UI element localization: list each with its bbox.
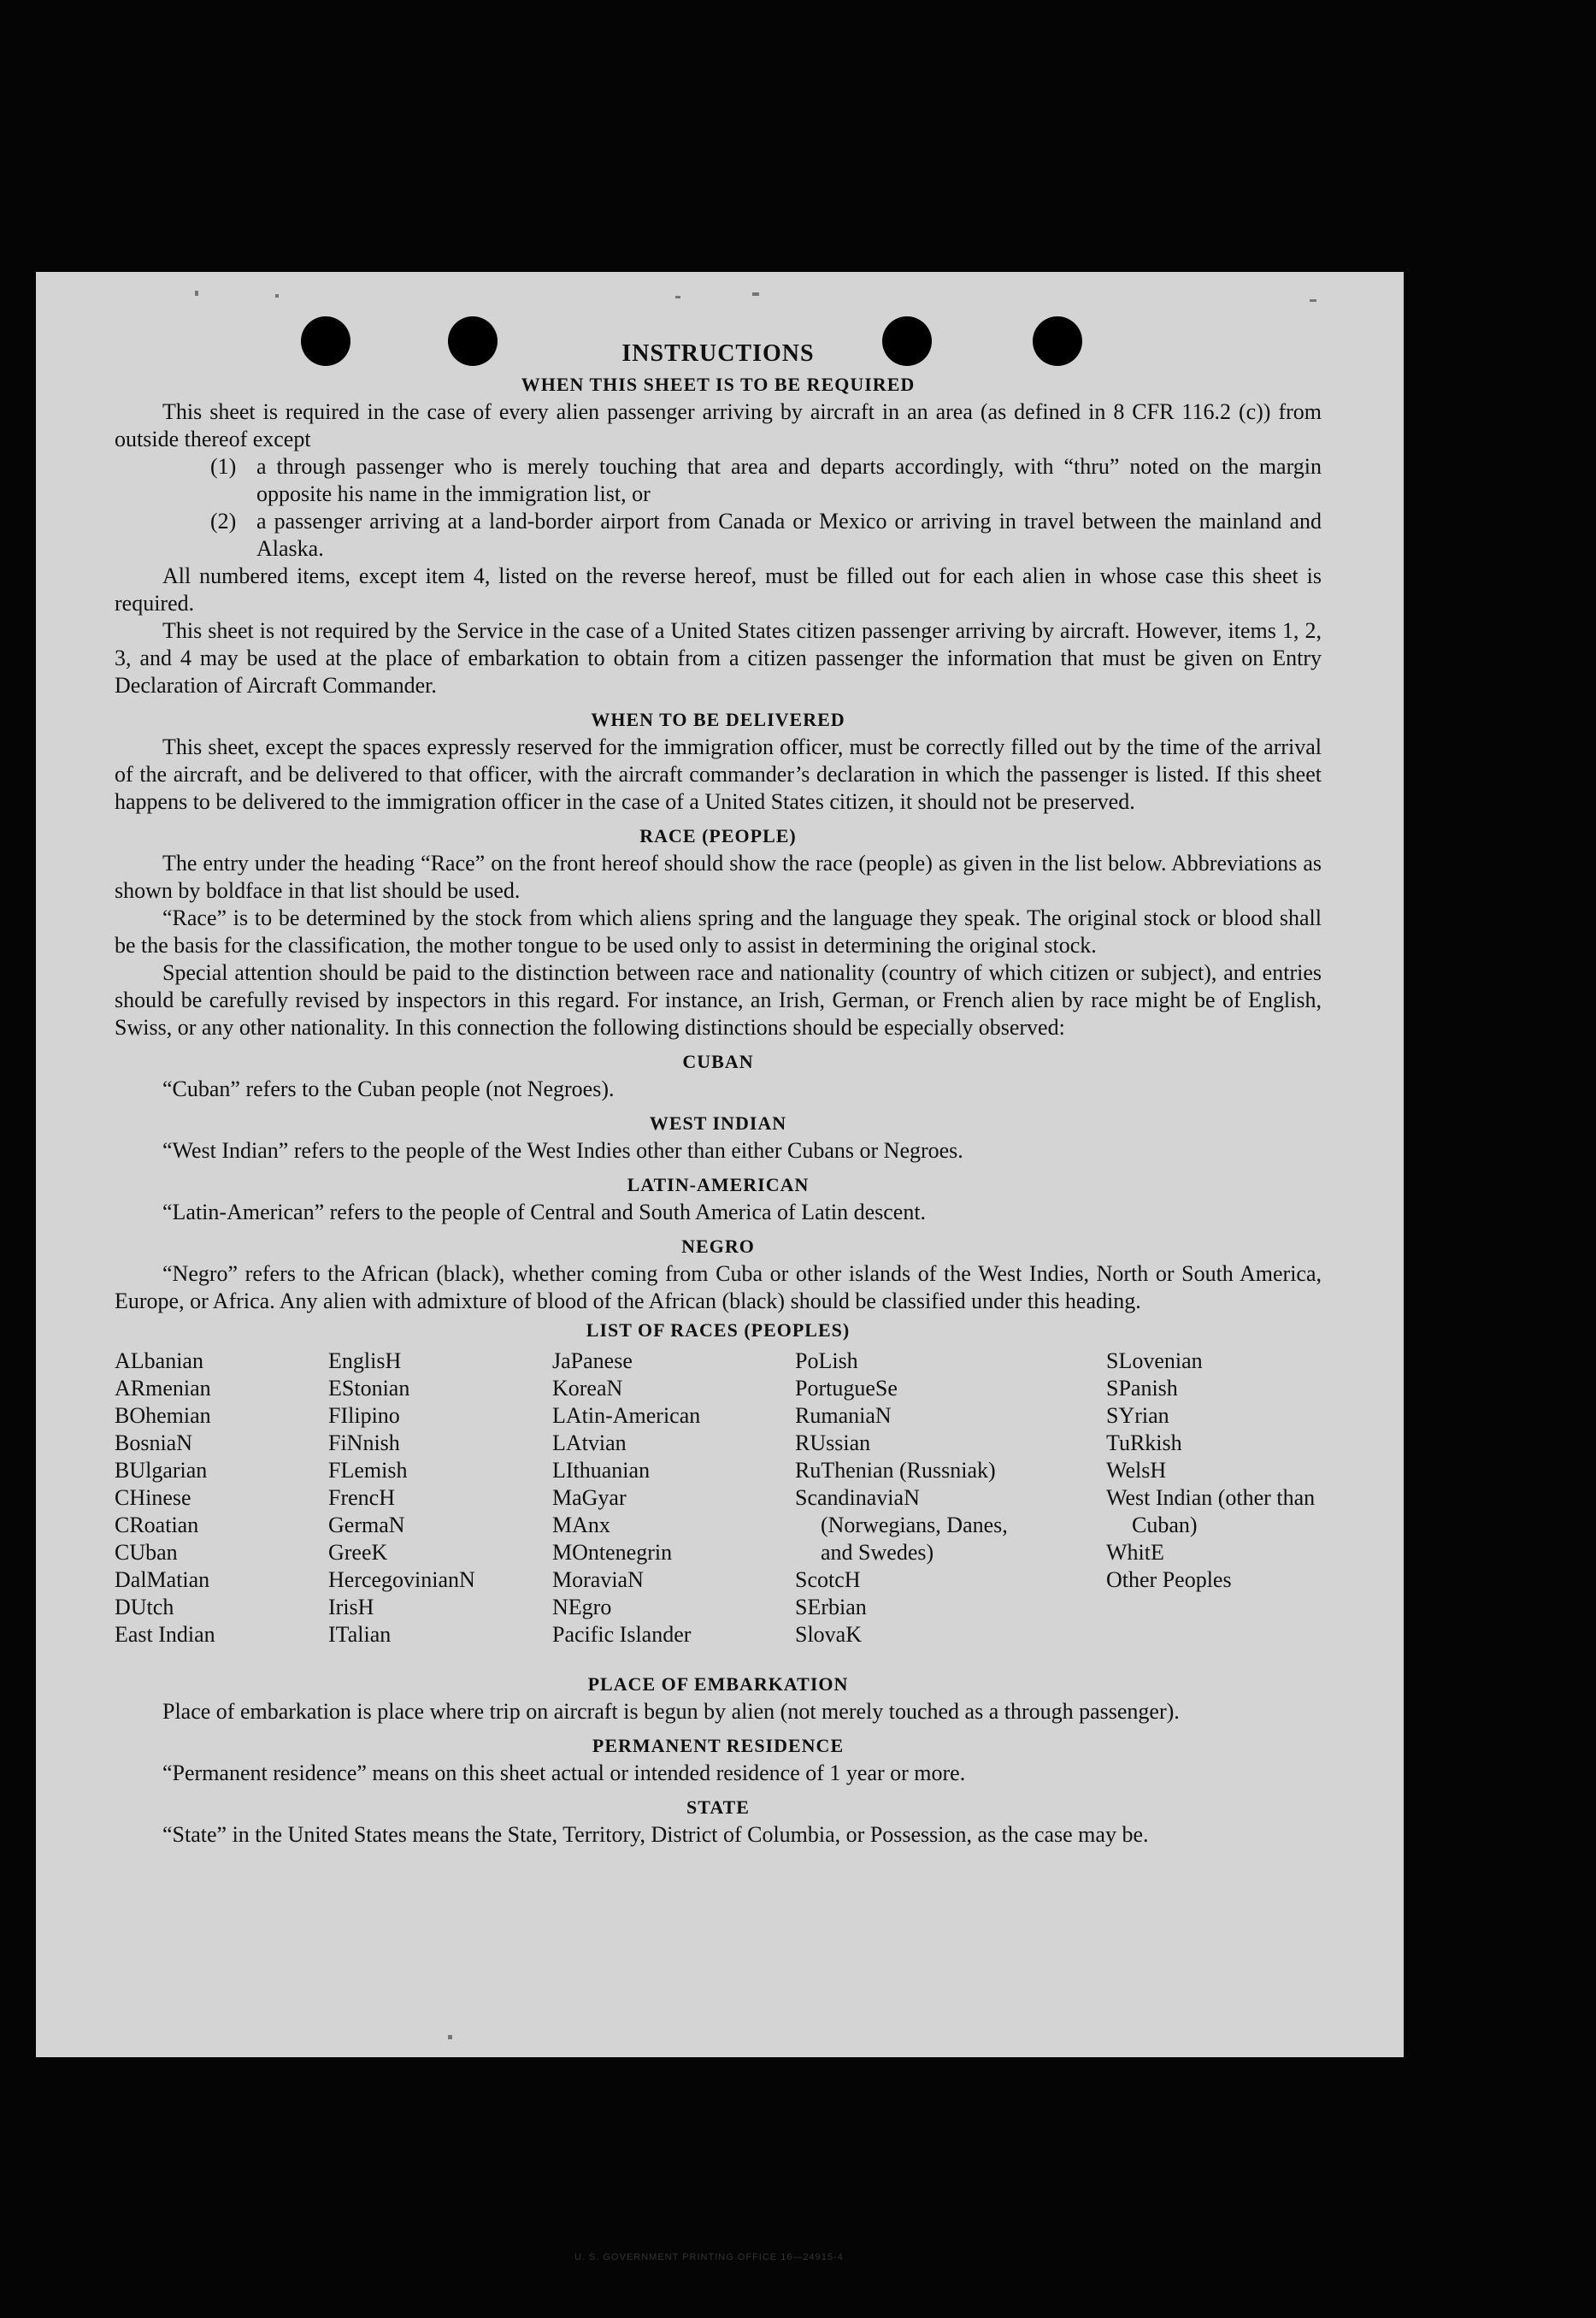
race-entry: SPanish [1106, 1376, 1178, 1401]
race-entry: Pacific Islander [552, 1622, 692, 1647]
instructions-body [115, 340, 1322, 1849]
race-entry: MaGyar [552, 1485, 627, 1510]
instruction-sheet [36, 272, 1404, 2262]
races-column-5 [1106, 1348, 1320, 1594]
races-column-4 [795, 1348, 1043, 1649]
race-entry: SErbian [795, 1595, 867, 1619]
heading-state: STATE [686, 1796, 750, 1818]
race-entry: FiNnish [328, 1430, 400, 1455]
race-entry: TuRkish [1106, 1430, 1182, 1455]
intro-paragraph: This sheet is required in the case of every alien passenger arriving by aircraft in an area (as defined in 8 CFR 116.2 (c)) from outside thereof except [115, 399, 1322, 451]
race-entry: ALbanian [115, 1348, 203, 1373]
race-entry: HercegovinianN [328, 1567, 475, 1592]
heading-when-delivered: WHEN TO BE DELIVERED [591, 709, 845, 730]
race-entry: ARmenian [115, 1376, 211, 1401]
race-entry: CRoatian [115, 1513, 199, 1537]
races-column-2 [328, 1348, 542, 1649]
race-entry: LAtin-American [552, 1403, 701, 1428]
residence-definition: “Permanent residence” means on this sheet actual or intended residence of 1 year or more. [162, 1761, 966, 1785]
speck [195, 291, 198, 296]
heading-race: RACE (PEOPLE) [639, 825, 797, 846]
race-entry: RumaniaN [795, 1403, 892, 1428]
race-entry: CHinese [115, 1485, 191, 1510]
race-entry: LAtvian [552, 1430, 627, 1455]
speck [752, 292, 759, 296]
race-paragraph-3: Special attention should be paid to the distinction between race and nationality (country of which citizen or subject), and entries should be carefully revised by inspectors in this regard. For instance, an Irish, German, or French alien by race might be of English, Swiss, or any other nationality. In this connection the following distinctions should be especially observed: [115, 960, 1322, 1040]
speck [275, 294, 279, 298]
item-text: a passenger arriving at a land-border airport from Canada or Mexico or arriving in travel between the mainland and Alaska. [256, 509, 1322, 561]
race-entry: GreeK [328, 1540, 388, 1565]
race-entry: ScandinaviaN (Norwegians, Danes, and Swedes) [795, 1485, 1008, 1565]
exception-item [210, 508, 1322, 563]
heading-cuban: CUBAN [682, 1051, 754, 1072]
race-entry: IrisH [328, 1595, 374, 1619]
race-entry: RuThenian (Russniak) [795, 1458, 996, 1483]
race-entry: DUtch [115, 1595, 174, 1619]
exception-item [210, 453, 1322, 508]
race-entry: ITalian [328, 1622, 392, 1647]
race-paragraph-1: The entry under the heading “Race” on the front hereof should show the race (people) as given in the list below. Abbreviations as shown by boldface in that list should be used. [115, 851, 1322, 903]
heading-embarkation: PLACE OF EMBARKATION [587, 1673, 849, 1695]
race-entry: GermaN [328, 1513, 405, 1537]
item-text: a through passenger who is merely touching that area and departs accordingly, with “thru” noted on the margin opposite his name in the immigration list, or [256, 454, 1322, 506]
race-entry: MoraviaN [552, 1567, 644, 1592]
races-column-1 [115, 1348, 320, 1649]
race-entry: PortugueSe [795, 1376, 898, 1401]
race-entry: East Indian [115, 1622, 215, 1647]
negro-definition: “Negro” refers to the African (black), whether coming from Cuba or other islands of the West Indies, North or South America, Europe, or Africa. Any alien with admixture of blood of the African (black) should be classified under this heading. [115, 1261, 1322, 1313]
printer-imprint: U. S. GOVERNMENT PRINTING OFFICE 16—24915-4 [574, 2252, 844, 2262]
race-entry: WelsH [1106, 1458, 1167, 1483]
heading-negro: NEGRO [681, 1236, 755, 1257]
heading-west-indian: WEST INDIAN [649, 1112, 787, 1134]
race-entry: SLovenian [1106, 1348, 1203, 1373]
race-entry: DalMatian [115, 1567, 210, 1592]
race-entry: BUlgarian [115, 1458, 208, 1483]
item-number: (2) [210, 509, 237, 534]
heading-residence: PERMANENT RESIDENCE [592, 1735, 845, 1756]
numbered-items-paragraph: All numbered items, except item 4, listed on the reverse hereof, must be filled out for each alien in whose case this sheet is required. [115, 563, 1322, 616]
race-entry: NEgro [552, 1595, 612, 1619]
heading-latin-american: LATIN-AMERICAN [627, 1174, 810, 1195]
item-number: (1) [210, 454, 237, 479]
page-title: INSTRUCTIONS [621, 340, 815, 367]
heading-races-list: LIST OF RACES (PEOPLES) [586, 1319, 851, 1341]
delivered-paragraph: This sheet, except the spaces expressly reserved for the immigration officer, must be correctly filled out by the time of the arrival of the aircraft, and be delivered to that officer, with the aircraft commander’s declaration in which the passenger is listed. If this sheet happens to be delivered to the immigration officer in the case of a United States citizen, it should not be preserved. [115, 734, 1322, 814]
race-entry: EStonian [328, 1376, 410, 1401]
race-entry: LIthuanian [552, 1458, 651, 1483]
speck [1310, 299, 1316, 302]
speck [675, 296, 680, 298]
race-entry: BosniaN [115, 1430, 192, 1455]
race-paragraph-2: “Race” is to be determined by the stock from which aliens spring and the language they speak. The original stock or blood shall be the basis for the classification, the mother tongue to be used only to assist in determining the original stock. [115, 905, 1322, 958]
embarkation-definition: Place of embarkation is place where trip on aircraft is begun by alien (not merely touched as a through passenger). [162, 1699, 1180, 1724]
race-entry: EnglisH [328, 1348, 402, 1373]
race-entry: FrencH [328, 1485, 395, 1510]
speck [448, 2035, 452, 2039]
heading-when-required: WHEN THIS SHEET IS TO BE REQUIRED [521, 374, 916, 395]
race-entry: SYrian [1106, 1403, 1169, 1428]
west-indian-definition: “West Indian” refers to the people of the West Indies other than either Cubans or Negroes. [162, 1138, 963, 1163]
race-entry: SlovaK [795, 1622, 862, 1647]
race-entry: ScotcH [795, 1567, 861, 1592]
race-entry: WhitE [1106, 1540, 1164, 1565]
race-entry: KoreaN [552, 1376, 623, 1401]
race-entry: MOntenegrin [552, 1540, 673, 1565]
race-entry: PoLish [795, 1348, 858, 1373]
race-entry: BOhemian [115, 1403, 211, 1428]
state-definition: “State” in the United States means the State, Territory, District of Columbia, or Possession, as the case may be. [162, 1822, 1149, 1847]
race-entry: West Indian (other than Cuban) [1106, 1485, 1316, 1537]
race-entry: MAnx [552, 1513, 610, 1537]
cuban-definition: “Cuban” refers to the Cuban people (not Negroes). [162, 1076, 615, 1101]
latin-american-definition: “Latin-American” refers to the people of Central and South America of Latin descent. [162, 1200, 927, 1224]
race-entry: RUssian [795, 1430, 871, 1455]
race-entry: FLemish [328, 1458, 408, 1483]
citizen-paragraph: This sheet is not required by the Service in the case of a United States citizen passenger arriving by aircraft. However, items 1, 2, 3, and 4 may be used at the place of embarkation to obtain from a citizen passenger the information that must be given on Entry Declaration of Aircraft Commander. [115, 618, 1322, 698]
race-entry: FIlipino [328, 1403, 400, 1428]
races-list [115, 1348, 1322, 1664]
race-entry: Other Peoples [1106, 1567, 1232, 1592]
races-column-3 [552, 1348, 783, 1649]
race-entry: JaPanese [552, 1348, 633, 1373]
race-entry: CUban [115, 1540, 178, 1565]
